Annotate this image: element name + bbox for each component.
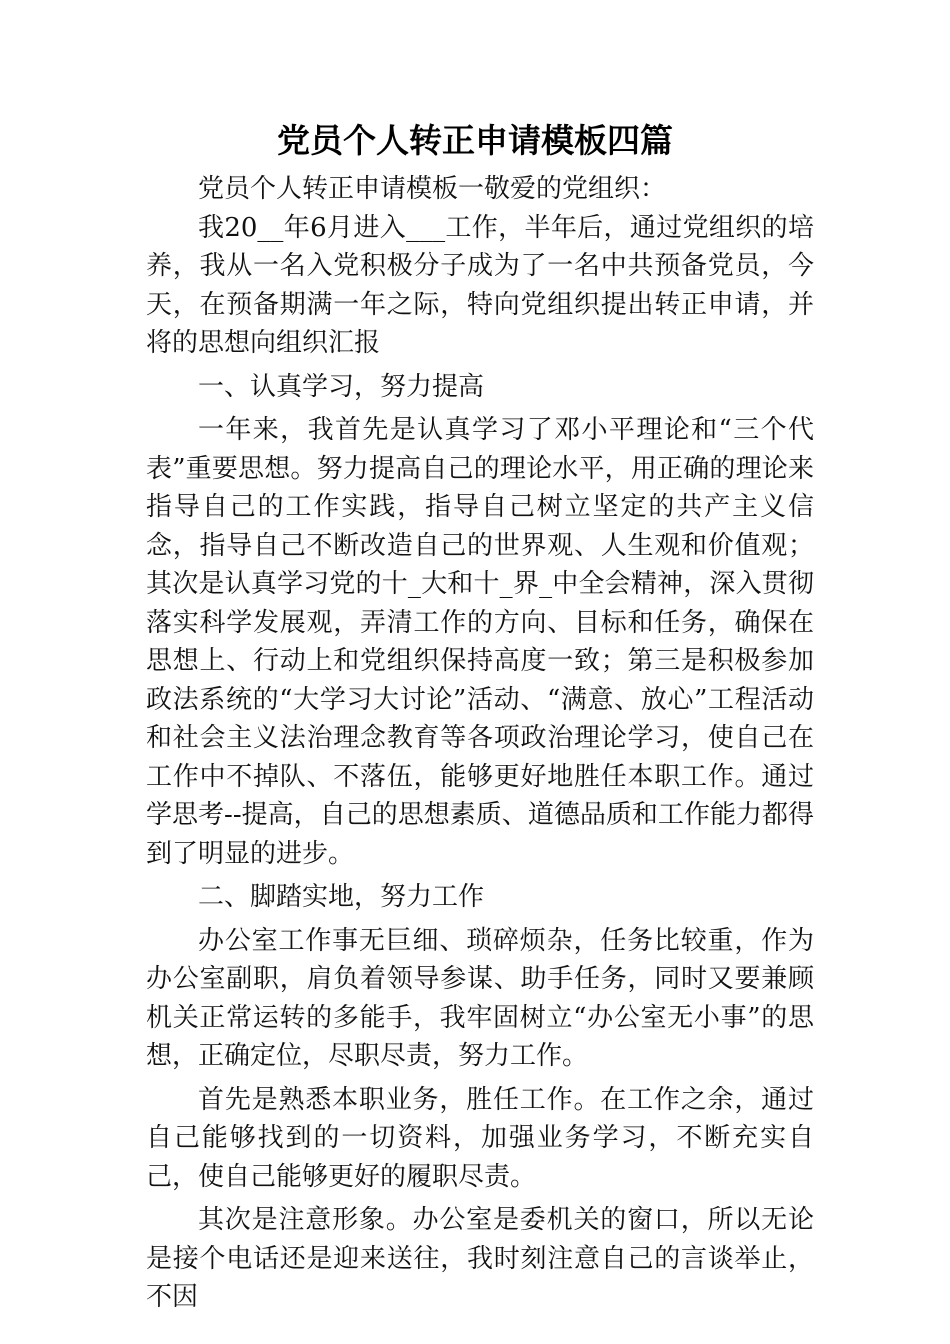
second-point-paragraph: 其次是注意形象。办公室是委机关的窗口，所以无论是接个电话还是迎来送往，我时刻注意自己的言谈举止，不因 (146, 1205, 814, 1312)
salutation-paragraph: 党员个人转正申请模板一敬爱的党组织： (198, 174, 667, 204)
office-work-paragraph: 办公室工作事无巨细、琐碎烦杂，任务比较重，作为办公室副职，肩负着领导参谋、助手任务，同时又要兼顾机关正常运转的多能手，我牢固树立“办公室无小事”的思想，正确定位，尽职尽责，努力工作。 (146, 925, 814, 1071)
intro-paragraph: 我20__年6月进入___工作，半年后，通过党组织的培养，我从一名入党积极分子成为了一名中共预备党员，今天，在预备期满一年之际，特向党组织提出转正申请，并将的思想向组织汇报 (146, 212, 814, 358)
section-heading-1: 一、认真学习，努力提高 (198, 371, 485, 402)
document-body (146, 170, 814, 1317)
document-title: 党员个人转正申请模板四篇 (277, 121, 673, 160)
section-heading-2: 二、脚踏实地，努力工作 (198, 882, 485, 912)
first-point-paragraph: 首先是熟悉本职业务，胜任工作。在工作之余，通过自己能够找到的一切资料，加强业务学习，不断充实自己，使自己能够更好的履职尽责。 (146, 1084, 814, 1192)
study-paragraph: 一年来，我首先是认真学习了邓小平理论和“三个代表”重要思想。努力提高自己的理论水平，用正确的理论来指导自己的工作实践，指导自己树立坚定的共产主义信念，指导自己不断改造自己的世界观、人生观和价值观；其次是认真学习党的十_大和十_界_中全会精神，深入贯彻落实科学发展观，弄清工作的方向、目标和任务，确保在思想上、行动上和党组织保持高度一致；第三是积极参加政法系统的“大学习大讨论”活动、“满意、放心”工程活动和社会主义法治理念教育等各项政治理论学习，使自己在工作中不掉队、不落伍，能够更好地胜任本职工作。通过学思考--提高，自己的思想素质、道德品质和工作能力都得到了明显的进步。 (146, 415, 814, 869)
